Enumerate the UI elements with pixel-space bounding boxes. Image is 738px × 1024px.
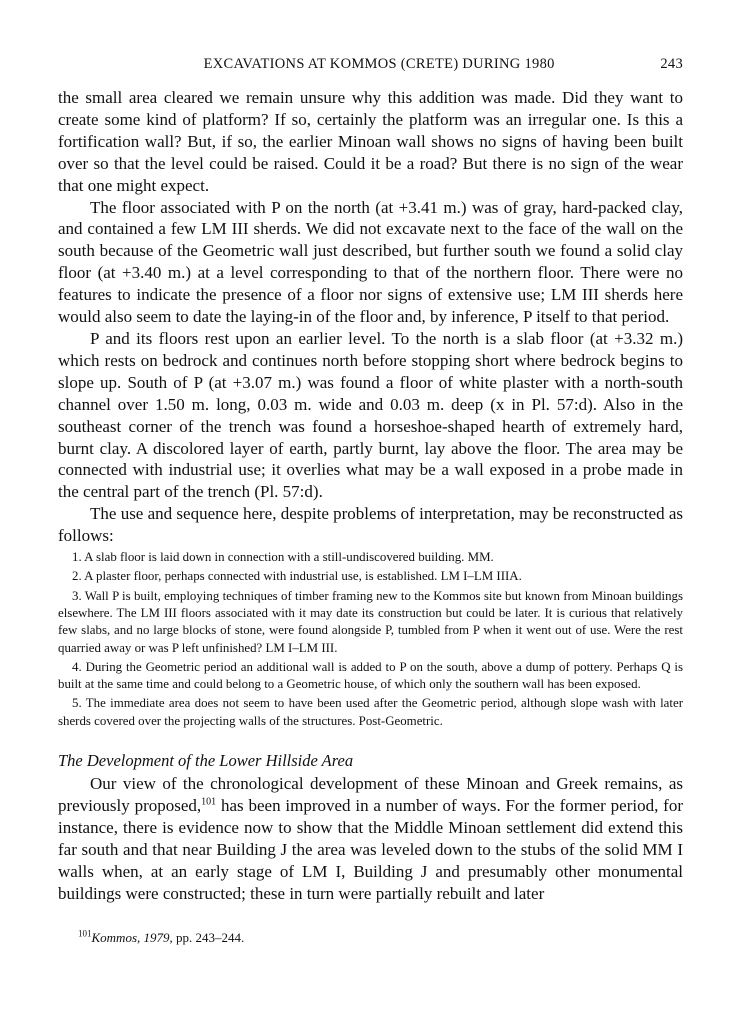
footnote-source: Kommos, 1979,	[91, 930, 173, 945]
paragraph	[58, 773, 683, 904]
footnote-ref[interactable]: 101	[201, 796, 217, 808]
running-header	[58, 56, 683, 73]
sequence-item: 2. A plaster floor, perhaps connected with industrial use, is established. LM I–LM IIIA.	[72, 569, 522, 584]
page	[58, 56, 683, 904]
paragraph: P and its floors rest upon an earlier level. To the north is a slab floor (at +3.32 m.) which rests on bedrock and continues north before stopping short where bedrock begins to slope up. South of P (at +3.07 m.) was found a floor of white plaster with a north-south channel over 1.50 m. long, 0.03 m. wide and 0.03 m. deep (x in Pl. 57:d). Also in the southeast corner of the trench was found a horseshoe-shaped hearth of extremely hard, burnt clay. A discolored layer of earth, partly burnt, lay above the floor. The area may be connected with industrial use; it overlies what may be a wall exposed in a probe made in the central part of the trench (Pl. 57:d).	[58, 328, 683, 502]
sequence-item: 5. The immediate area does not seem to have been used after the Geometric period, although slope wash with later sherds covered over the projecting walls of the structures. Post-Geometric.	[58, 696, 683, 728]
paragraph-text: Our view of the chronological development of these Minoan and Greek remains, as previously proposed,	[58, 774, 683, 815]
running-title: EXCAVATIONS AT KOMMOS (CRETE) DURING 1980	[203, 56, 555, 72]
body-text	[58, 87, 683, 904]
section-heading: The Development of the Lower Hillside Area	[58, 751, 354, 770]
sequence-item: 1. A slab floor is laid down in connection with a still-undiscovered building. MM.	[72, 550, 494, 565]
paragraph: The use and sequence here, despite problems of interpretation, may be reconstructed as follows:	[58, 504, 683, 546]
sequence-item: 3. Wall P is built, employing techniques of timber framing new to the Kommos site but known from Minoan buildings elsewhere. The LM III floors associated with it may date its construction but could be later. It is curious that relatively few slabs, and no large blocks of stone, were found alongside P, tumbled from P when it went out of use. Were the rest quarried away or was P left unfinished? LM I–LM III.	[58, 588, 683, 655]
paragraph: The floor associated with P on the north (at +3.41 m.) was of gray, hard-packed clay, and contained a few LM III sherds. We did not excavate next to the face of the wall on the south because of the Geometric wall just described, but further south we found a solid clay floor (at +3.40 m.) at a level corresponding to that of the northern floor. There were no features to indicate the presence of a floor nor signs of extensive use; LM III sherds here would also seem to date the laying-in of the floor and, by inference, P itself to that period.	[58, 197, 683, 327]
footnote-pages: pp. 243–244.	[172, 930, 245, 945]
paragraph: the small area cleared we remain unsure why this addition was made. Did they want to create some kind of platform? If so, certainly the platform was an irregular one. Is this a fortification wall? But, if so, the earlier Minoan wall shows no signs of having been built over so that the level could be raised. Could it be a road? But there is no sign of the wear that one might expect.	[58, 88, 683, 195]
footnote	[78, 930, 244, 946]
sequence-list	[58, 549, 683, 730]
sequence-item: 4. During the Geometric period an additional wall is added to P on the south, above a dump of pottery. Perhaps Q is built at the same time and could belong to a Geometric house, of which only the southern wall has been exposed.	[58, 659, 683, 692]
paragraph-text: has been improved in a number of ways. For the former period, for instance, there is evidence now to show that the Middle Minoan settlement did extend this far south and that near Building J the area was leveled down to the stubs of the solid MM I walls when, at an early stage of LM I, Building J and presumably other monumental buildings were constructed; these in turn were partially rebuilt and later	[58, 795, 683, 903]
page-number: 243	[660, 56, 683, 72]
footnote-number: 101	[78, 928, 92, 939]
